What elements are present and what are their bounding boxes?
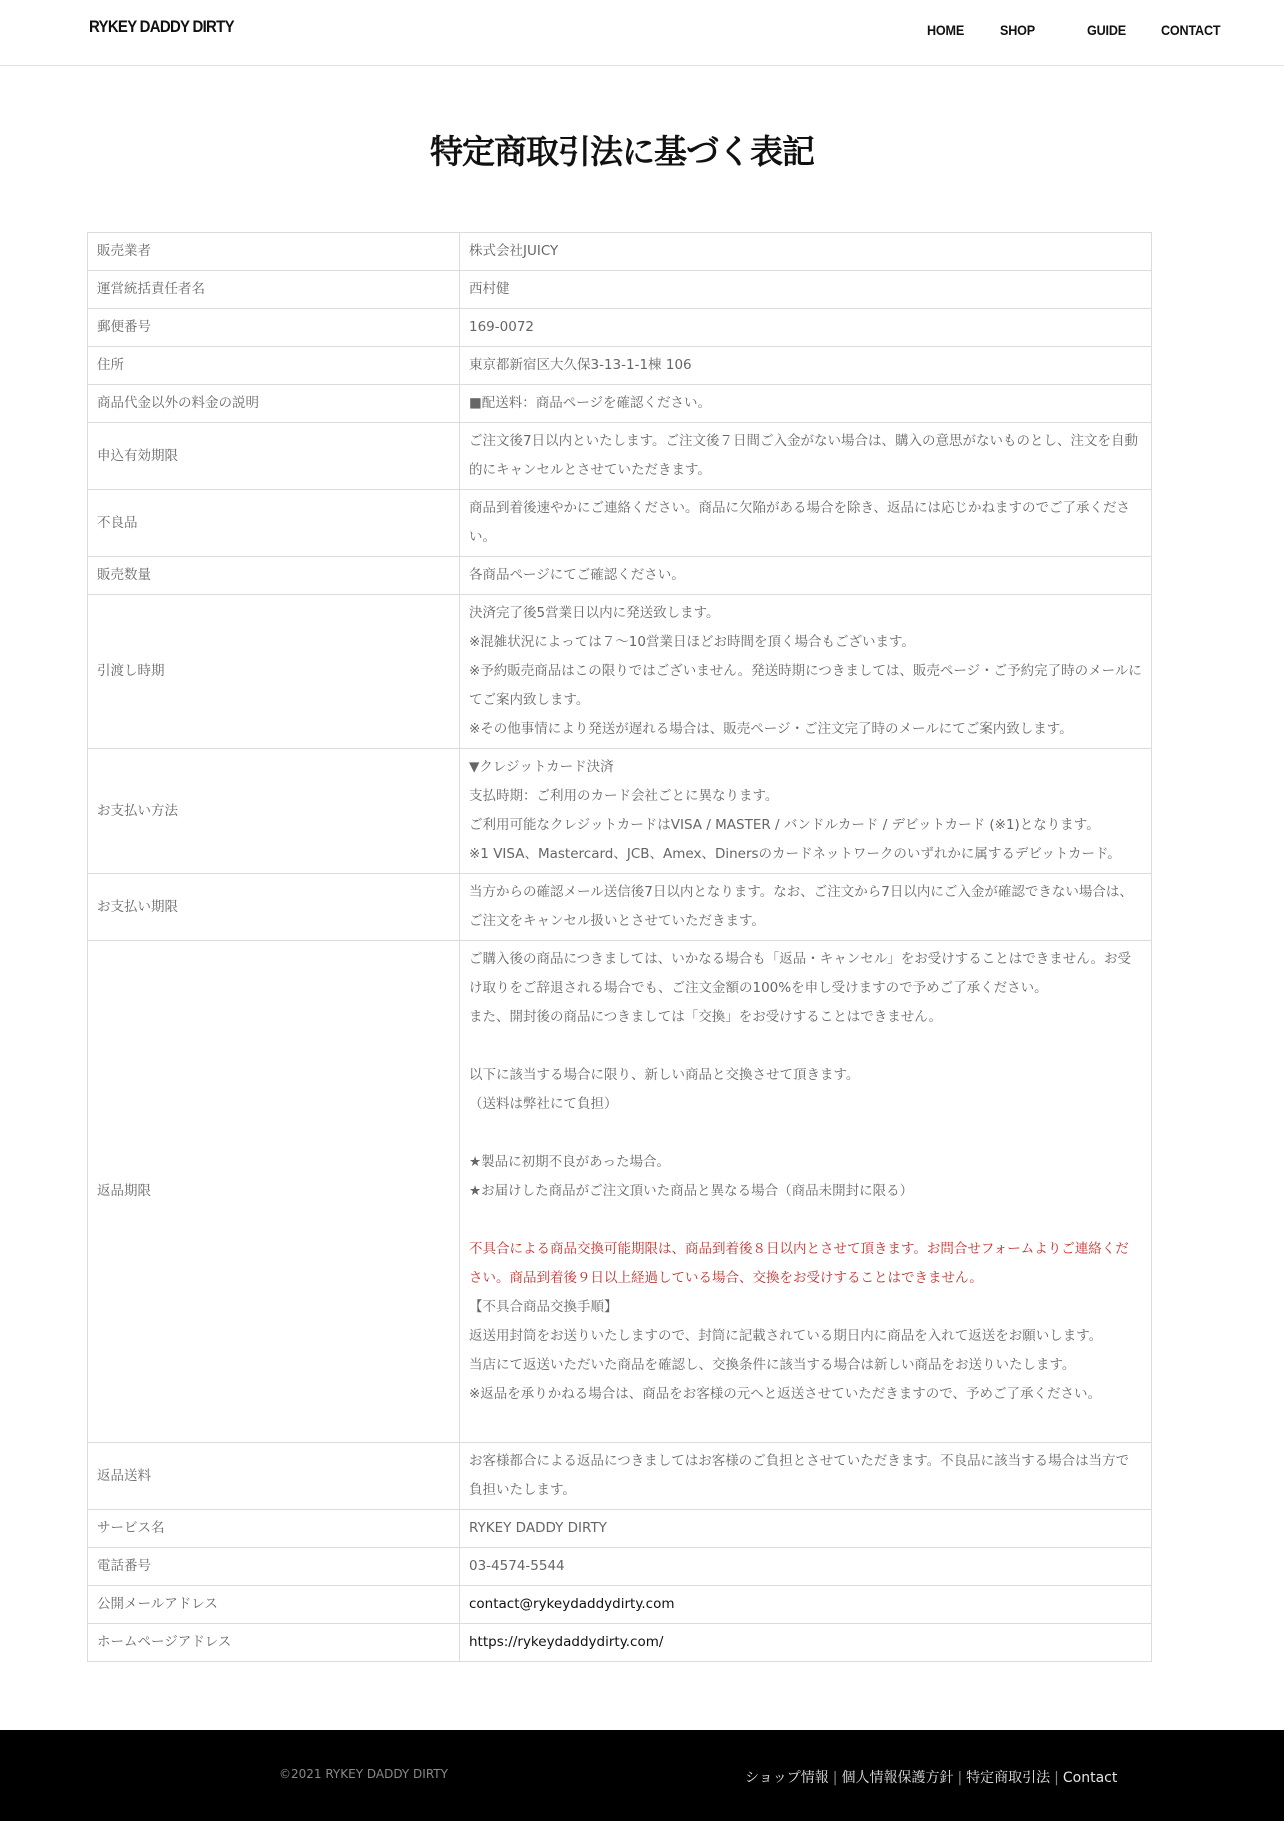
page-title: 特定商取引法に基づく表記	[430, 132, 814, 171]
site-footer	[0, 1730, 1284, 1821]
row-value-line[interactable]: contact@rykeydaddydirty.com	[469, 1596, 675, 1612]
row-value-line: ※予約販売商品はこの限りではございません。発送時期につきましては、販売ページ・ご予約完了時のメールにてご案内致します。	[469, 663, 1142, 708]
row-label: サービス名	[88, 1510, 460, 1548]
row-label: 申込有効期限	[88, 423, 460, 490]
row-label: 引渡し時期	[88, 595, 460, 749]
row-value	[460, 941, 1152, 1443]
row-value-line: 【不具合商品交換手順】	[469, 1299, 618, 1315]
row-value-line: ご購入後の商品につきましては、いかなる場合も「返品・キャンセル」をお受けすることはできません。お受け取りをご辞退される場合でも、ご注文金額の100%を申し受けますので予めご了承ください。	[469, 951, 1132, 996]
row-value	[460, 233, 1152, 271]
table-row	[88, 385, 1152, 423]
row-value	[460, 1586, 1152, 1624]
row-value	[460, 309, 1152, 347]
row-value	[460, 874, 1152, 941]
row-label: 電話番号	[88, 1548, 460, 1586]
row-label: お支払い期限	[88, 874, 460, 941]
row-value-line: 株式会社JUICY	[469, 243, 559, 259]
row-value	[460, 595, 1152, 749]
table-row	[88, 347, 1152, 385]
row-value	[460, 347, 1152, 385]
row-value-line: 決済完了後5営業日以内に発送致します。	[469, 605, 720, 621]
row-value-line: ※混雑状況によっては７～10営業日ほどお時間を頂く場合もございます。	[469, 634, 915, 650]
row-value	[460, 1443, 1152, 1510]
row-value-line: ★お届けした商品がご注文頂いた商品と異なる場合（商品未開封に限る）	[469, 1183, 914, 1199]
row-value-line: 各商品ページにてご確認ください。	[469, 567, 685, 583]
row-label: 商品代金以外の料金の説明	[88, 385, 460, 423]
nav-guide[interactable]: GUIDE	[1087, 22, 1127, 38]
row-value-line: ※1 VISA、Mastercard、JCB、Amex、Dinersのカードネットワークのいずれかに属するデビットカード。	[469, 846, 1121, 862]
row-value-line: 当方からの確認メール送信後7日以内となります。なお、ご注文から7日以内にご入金が確認できない場合は、ご注文をキャンセル扱いとさせていただきます。	[469, 884, 1133, 929]
row-value-line: （送料は弊社にて負担）	[469, 1096, 618, 1112]
row-value	[460, 749, 1152, 874]
row-value	[460, 1548, 1152, 1586]
row-value-line	[469, 1409, 1142, 1438]
row-value-line: ご利用可能なクレジットカードはVISA / MASTER / バンドルカード / デビットカード (※1)となります。	[469, 817, 1100, 833]
footer-link-privacy[interactable]: 個人情報保護方針	[841, 1770, 954, 1786]
table-row	[88, 233, 1152, 271]
row-value-line: 西村健	[469, 281, 510, 297]
row-value	[460, 490, 1152, 557]
row-value-line: 商品到着後速やかにご連絡ください。商品に欠陥がある場合を除き、返品には応じかねますのでご了承ください。	[469, 500, 1130, 545]
row-value-line[interactable]: https://rykeydaddydirty.com/	[469, 1634, 664, 1650]
row-value-line	[469, 1032, 1142, 1061]
row-value-line: ※返品を承りかねる場合は、商品をお客様の元へと返送させていただきますので、予めご了承ください。	[469, 1386, 1102, 1402]
site-header	[0, 0, 1284, 66]
row-value-line	[469, 1206, 1142, 1235]
table-row	[88, 271, 1152, 309]
row-value-line: 返送用封筒をお送りいたしますので、封筒に記載されている期日内に商品を入れて返送をお願いします。	[469, 1328, 1103, 1344]
table-row	[88, 1586, 1152, 1624]
row-label: 住所	[88, 347, 460, 385]
row-value-line: 以下に該当する場合に限り、新しい商品と交換させて頂きます。	[469, 1067, 860, 1083]
row-label: 販売業者	[88, 233, 460, 271]
table-row	[88, 874, 1152, 941]
footer-link-legal[interactable]: 特定商取引法	[966, 1770, 1051, 1786]
table-row	[88, 941, 1152, 1443]
row-value-line: ▼クレジットカード決済	[469, 759, 614, 775]
row-label: 販売数量	[88, 557, 460, 595]
table-row	[88, 1548, 1152, 1586]
row-value	[460, 423, 1152, 490]
row-label: 郵便番号	[88, 309, 460, 347]
table-row	[88, 1624, 1152, 1662]
footer-separator: |	[1054, 1770, 1059, 1786]
nav-contact[interactable]: CONTACT	[1161, 22, 1221, 38]
row-value-line: ★製品に初期不良があった場合。	[469, 1154, 670, 1170]
footer-link-contact[interactable]: Contact	[1062, 1770, 1118, 1786]
row-value-line: ■配送料：商品ページを確認ください。	[469, 395, 711, 411]
commerce-info-table	[87, 232, 1152, 1662]
copyright: ©2021 RYKEY DADDY DIRTY	[279, 1767, 448, 1781]
row-value-line: 支払時期：ご利用のカード会社ごとに異なります。	[469, 788, 779, 804]
row-value-line: 03-4574-5544	[469, 1558, 565, 1574]
site-logo[interactable]: RYKEY DADDY DIRTY	[89, 17, 234, 36]
row-value-line: 169-0072	[469, 319, 534, 335]
table-row	[88, 490, 1152, 557]
row-value-line: お客様都合による返品につきましてはお客様のご負担とさせていただきます。不良品に該当する場合は当方で負担いたします。	[469, 1453, 1130, 1498]
row-label: 返品送料	[88, 1443, 460, 1510]
row-value	[460, 385, 1152, 423]
row-label: 公開メールアドレス	[88, 1586, 460, 1624]
table-row	[88, 595, 1152, 749]
nav-shop[interactable]: SHOP	[1000, 22, 1036, 38]
row-value-line: ※その他事情により発送が遅れる場合は、販売ページ・ご注文完了時のメールにてご案内致します。	[469, 721, 1073, 737]
row-label: ホームページアドレス	[88, 1624, 460, 1662]
row-value-line: RYKEY DADDY DIRTY	[469, 1520, 607, 1536]
footer-link-shop-info[interactable]: ショップ情報	[745, 1770, 829, 1786]
table-row	[88, 1443, 1152, 1510]
row-value	[460, 1510, 1152, 1548]
row-value-line	[469, 1119, 1142, 1148]
row-value-line: 東京都新宿区大久保3-13-1-1棟 106	[469, 357, 692, 373]
row-value-line: 不具合による商品交換可能期限は、商品到着後８日以内とさせて頂きます。お問合せフォームよりご連絡ください。商品到着後９日以上経過している場合、交換をお受けすることはできません。	[469, 1241, 1129, 1286]
row-label: お支払い方法	[88, 749, 460, 874]
row-value-line: ご注文後7日以内といたします。ご注文後７日間ご入金がない場合は、購入の意思がないものとし、注文を自動的にキャンセルとさせていただきます。	[469, 433, 1139, 478]
footer-separator: |	[957, 1770, 963, 1786]
table-row	[88, 749, 1152, 874]
table-row	[88, 1510, 1152, 1548]
row-value-line: 当店にて返送いただいた商品を確認し、交換条件に該当する場合は新しい商品をお送りいたします。	[469, 1357, 1076, 1373]
table-row	[88, 423, 1152, 490]
footer-links	[745, 1767, 1117, 1787]
row-value	[460, 271, 1152, 309]
table-row	[88, 309, 1152, 347]
row-value-line: また、開封後の商品につきましては「交換」をお受けすることはできません。	[469, 1009, 943, 1025]
table-row	[88, 557, 1152, 595]
row-label: 不良品	[88, 490, 460, 557]
nav-home[interactable]: HOME	[927, 22, 965, 38]
row-value	[460, 1624, 1152, 1662]
row-label: 運営統括責任者名	[88, 271, 460, 309]
row-label: 返品期限	[88, 941, 460, 1443]
row-value	[460, 557, 1152, 595]
footer-separator: |	[832, 1770, 838, 1786]
